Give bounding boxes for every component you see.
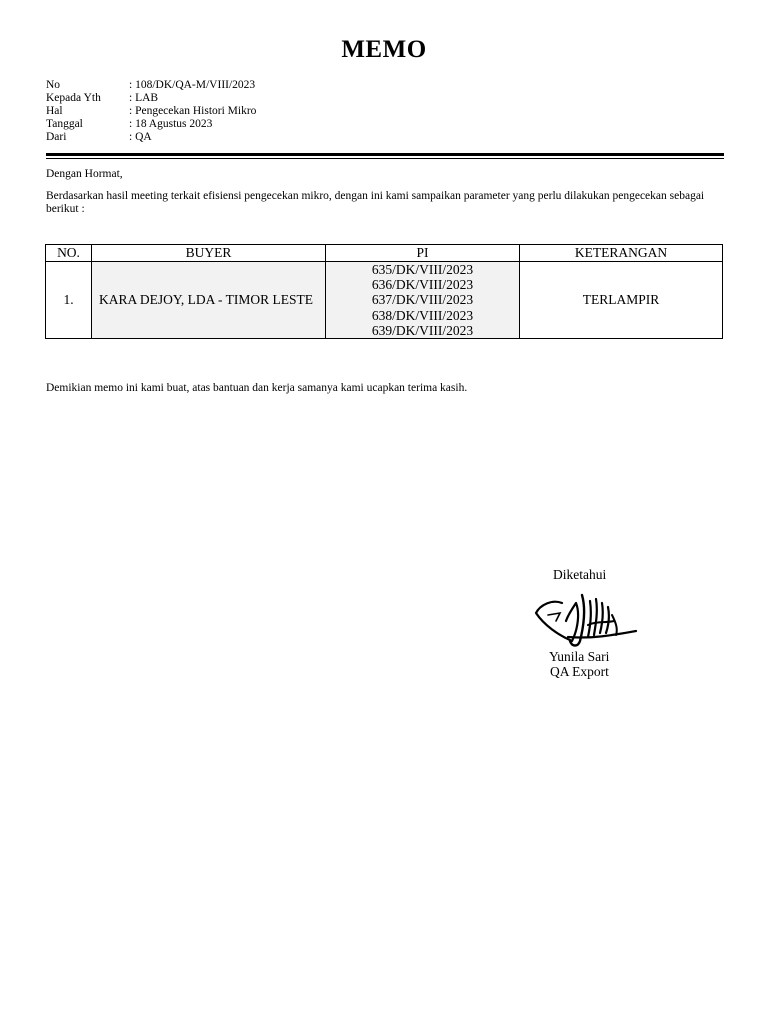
field-label: Tanggal (46, 118, 83, 130)
closing-paragraph: Demikian memo ini kami buat, atas bantuan dan kerja samanya kami ucapkan terima kasih. (46, 382, 468, 394)
table-row (46, 262, 723, 339)
header-buyer: BUYER (92, 245, 326, 262)
field-value: : Pengecekan Histori Mikro (129, 105, 257, 117)
memo-header-fields (46, 79, 256, 144)
signer-title: QA Export (550, 664, 609, 679)
field-label: Dari (46, 131, 67, 143)
field-no (46, 79, 256, 92)
pi-number: 639/DK/VIII/2023 (371, 322, 474, 338)
field-value: : 18 Agustus 2023 (129, 118, 213, 130)
acknowledged-label: Diketahui (553, 567, 607, 582)
header-pi: PI (326, 245, 520, 262)
intro-paragraph: Berdasarkan hasil meeting terkait efisiensi pengecekan mikro, dengan ini kami sampaikan parameter yang perlu dilakukan pengecekan sebagai berikut : (46, 190, 705, 215)
pi-number: 635/DK/VIII/2023 (371, 262, 474, 277)
field-value: : 108/DK/QA-M/VIII/2023 (129, 79, 256, 91)
header-divider-thin (46, 158, 724, 159)
cell-buyer: KARA DEJOY, LDA - TIMOR LESTE (92, 262, 326, 339)
cell-keterangan: TERLAMPIR (520, 262, 723, 339)
field-from (46, 131, 256, 144)
field-date (46, 118, 256, 131)
table-header-row (46, 245, 723, 262)
header-divider-thick (46, 153, 724, 156)
cell-pi (326, 262, 520, 339)
field-label: Hal (46, 105, 63, 117)
pi-number: 636/DK/VIII/2023 (371, 277, 474, 293)
cell-no: 1. (46, 262, 92, 339)
header-keterangan: KETERANGAN (520, 245, 723, 262)
pi-number: 638/DK/VIII/2023 (371, 307, 474, 323)
greeting: Dengan Hormat, (46, 168, 123, 180)
parameter-table (45, 244, 723, 339)
handwritten-signature (532, 591, 642, 651)
field-value: : LAB (129, 92, 159, 104)
field-label: Kepada Yth (46, 92, 101, 104)
field-recipient (46, 92, 256, 105)
field-value: : QA (129, 131, 152, 143)
header-no: NO. (46, 245, 92, 262)
signer-name: Yunila Sari (549, 649, 610, 664)
field-subject (46, 105, 256, 118)
memo-title: MEMO (341, 36, 427, 63)
field-label: No (46, 79, 61, 91)
pi-number: 637/DK/VIII/2023 (371, 292, 474, 308)
